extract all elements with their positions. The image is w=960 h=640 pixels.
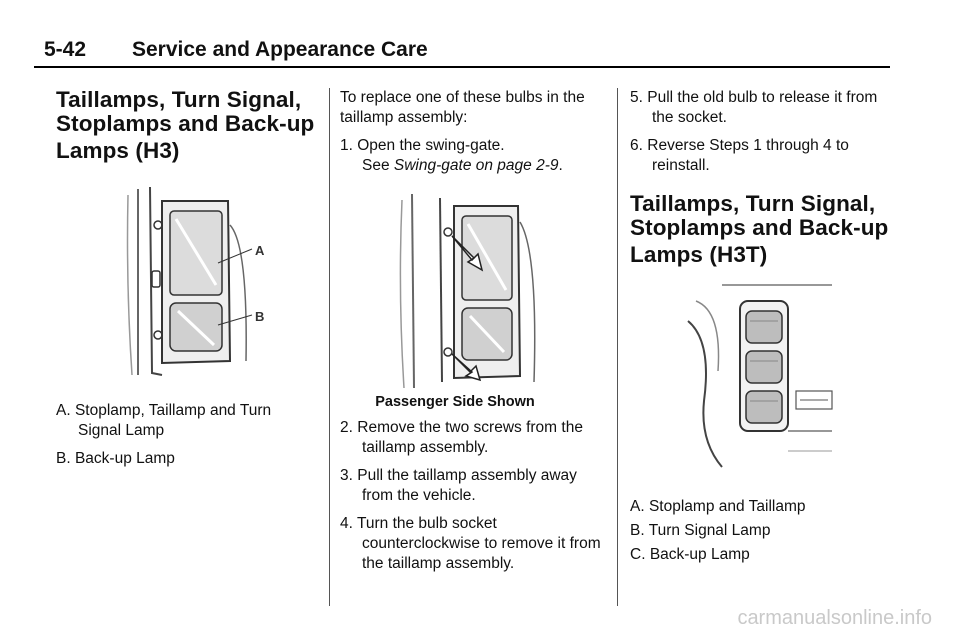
step-3 xyxy=(340,466,610,506)
heading-line: Lamps (H3T) xyxy=(630,242,768,268)
legend-text: Back-up Lamp xyxy=(649,545,750,563)
step-4 xyxy=(340,514,610,574)
legend-marker: B. xyxy=(630,521,645,539)
page-header xyxy=(34,28,890,68)
column-divider xyxy=(617,88,618,606)
figure-label-b: B xyxy=(255,308,265,324)
step-number: 2. xyxy=(340,419,353,436)
legend-marker: B. xyxy=(56,449,71,467)
legend-list xyxy=(56,401,318,469)
figure-label-a: A xyxy=(255,242,265,258)
figure-caption: Passenger Side Shown xyxy=(375,394,535,410)
watermark: carmanualsonline.info xyxy=(737,607,932,629)
step-text: Remove the two screws from the taillamp assembly. xyxy=(357,419,583,456)
legend-item xyxy=(630,497,892,517)
heading-line: Stoplamps and Back-up xyxy=(630,214,889,240)
step-number: 1. xyxy=(340,137,353,154)
step-1 xyxy=(340,136,610,176)
step-5 xyxy=(630,88,892,128)
step-6 xyxy=(630,136,892,176)
legend-marker: A. xyxy=(630,497,645,515)
step-number: 3. xyxy=(340,467,353,484)
heading-line: Lamps (H3) xyxy=(56,138,180,164)
legend-list xyxy=(630,497,892,565)
column-2 xyxy=(340,88,610,574)
step-number: 4. xyxy=(340,515,353,532)
step-text: Pull the taillamp assembly away from the vehicle. xyxy=(357,467,577,504)
intro-text: To replace one of these bulbs in the taillamp assembly: xyxy=(340,89,585,126)
step-number: 5. xyxy=(630,89,643,106)
step-number: 6. xyxy=(630,137,643,154)
legend-marker: C. xyxy=(630,545,646,563)
see-link[interactable]: Swing-gate on page 2-9 xyxy=(393,157,559,174)
heading-line: Taillamps, Turn Signal, xyxy=(630,191,876,216)
step-2 xyxy=(340,418,610,458)
heading-line: Taillamps, Turn Signal, xyxy=(56,87,302,112)
legend-item xyxy=(630,521,892,541)
step-text: Pull the old bulb to release it from the socket. xyxy=(647,89,878,126)
taillamp-h3t-illustration xyxy=(682,281,838,471)
legend-item xyxy=(630,545,892,565)
legend-text: Back-up Lamp xyxy=(74,449,175,467)
page-number: 5-42 xyxy=(44,38,87,61)
step-text: Reverse Steps 1 through 4 to reinstall. xyxy=(647,137,849,174)
legend-item xyxy=(56,401,318,441)
heading-h3 xyxy=(56,88,318,163)
column-1 xyxy=(56,88,318,469)
legend-item xyxy=(56,449,318,469)
legend-text: Turn Signal Lamp xyxy=(648,521,771,539)
section-title: Service and Appearance Care xyxy=(132,38,428,61)
legend-marker: A. xyxy=(56,401,71,419)
see-prefix: See xyxy=(362,157,394,174)
taillamp-h3-illustration xyxy=(118,185,278,381)
see-reference xyxy=(362,156,610,176)
column-3 xyxy=(630,88,892,565)
column-divider xyxy=(329,88,330,606)
legend-text: Stoplamp, Taillamp and Turn Signal Lamp xyxy=(74,401,272,439)
taillamp-removal-illustration xyxy=(392,192,552,392)
legend-text: Stoplamp and Taillamp xyxy=(648,497,806,515)
step-text: Turn the bulb socket counterclockwise to remove it from the taillamp assembly. xyxy=(356,515,601,572)
step-text: Open the swing-gate. xyxy=(357,137,505,154)
heading-line: Stoplamps and Back-up xyxy=(56,110,315,136)
heading-h3t xyxy=(630,192,892,267)
see-suffix: . xyxy=(558,157,563,174)
